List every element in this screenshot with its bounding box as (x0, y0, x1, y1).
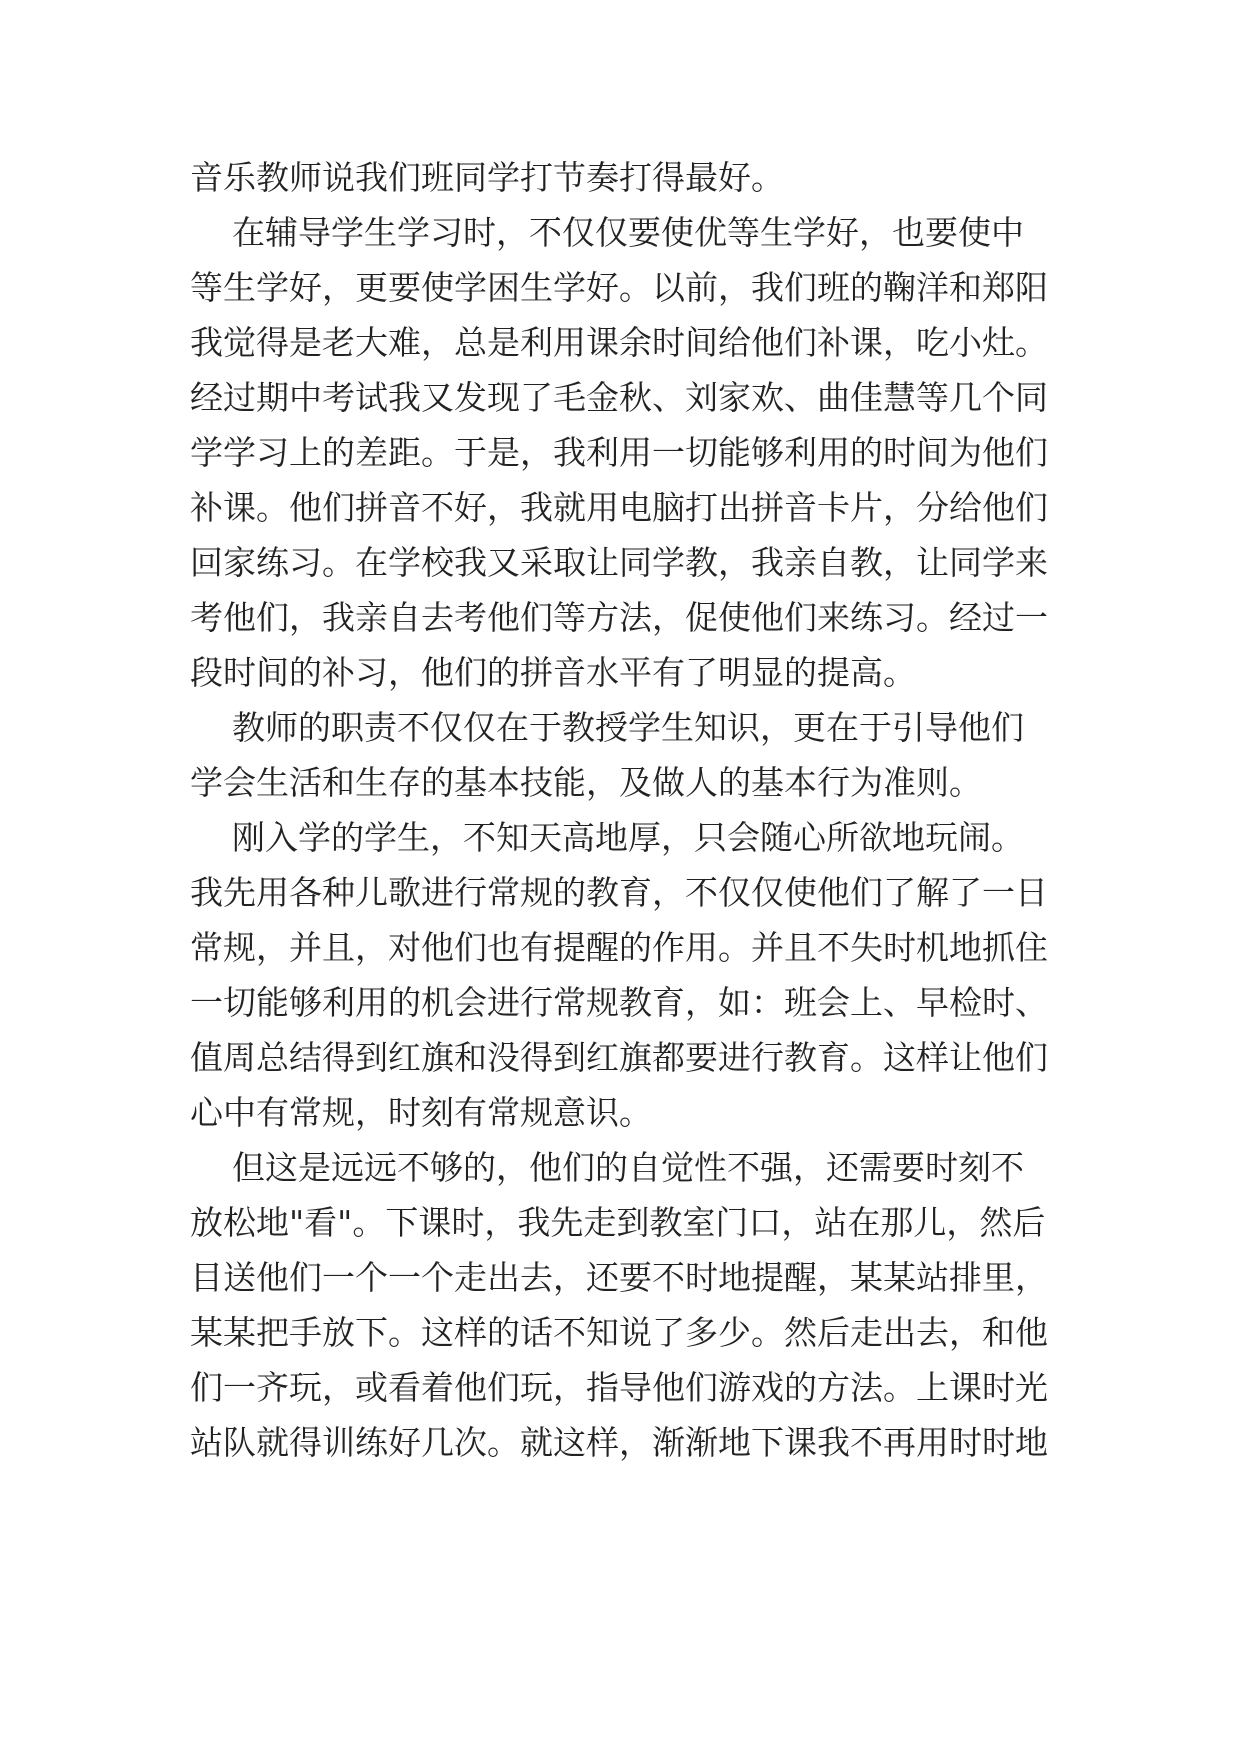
text-line: 目送他们一个一个走出去，还要不时地提醒，某某站排里， (190, 1258, 1048, 1297)
text-line: 常规，并且，对他们也有提醒的作用。并且不失时机地抓住 (190, 928, 1048, 967)
text-line: 段时间的补习，他们的拼音水平有了明显的提高。 (190, 653, 916, 692)
text-line: 我觉得是老大难，总是利用课余时间给他们补课，吃小灶。 (190, 323, 1048, 362)
text-line: 但这是远远不够的，他们的自觉性不强，还需要时刻不 (190, 1148, 1024, 1187)
text-line: 站队就得训练好几次。就这样，渐渐地下课我不再用时时地 (190, 1423, 1048, 1462)
text-line: 放松地"看"。下课时，我先走到教室门口，站在那儿，然后 (190, 1203, 1046, 1242)
text-line: 值周总结得到红旗和没得到红旗都要进行教育。这样让他们 (190, 1038, 1048, 1077)
text-line: 经过期中考试我又发现了毛金秋、刘家欢、曲佳慧等几个同 (190, 378, 1048, 417)
text-line: 音乐教师说我们班同学打节奏打得最好。 (190, 158, 784, 197)
text-line: 考他们，我亲自去考他们等方法，促使他们来练习。经过一 (190, 598, 1048, 637)
text-line: 学学习上的差距。于是，我利用一切能够利用的时间为他们 (190, 433, 1048, 472)
text-line: 我先用各种儿歌进行常规的教育，不仅仅使他们了解了一日 (190, 873, 1048, 912)
text-line: 等生学好，更要使学困生学好。以前，我们班的鞠洋和郑阳 (190, 268, 1048, 307)
text-line: 回家练习。在学校我又采取让同学教，我亲自教，让同学来 (190, 543, 1048, 582)
text-line: 教师的职责不仅仅在于教授学生知识，更在于引导他们 (190, 708, 1024, 747)
text-line: 刚入学的学生，不知天高地厚，只会随心所欲地玩闹。 (190, 818, 1024, 857)
text-line: 学会生活和生存的基本技能，及做人的基本行为准则。 (190, 763, 982, 802)
text-line: 补课。他们拼音不好，我就用电脑打出拼音卡片，分给他们 (190, 488, 1048, 527)
text-line: 一切能够利用的机会进行常规教育，如：班会上、早检时、 (190, 983, 1048, 1022)
document-body (190, 150, 1060, 1470)
text-line: 在辅导学生学习时，不仅仅要使优等生学好，也要使中 (190, 213, 1024, 252)
text-line: 心中有常规，时刻有常规意识。 (190, 1093, 652, 1132)
text-line: 们一齐玩，或看着他们玩，指导他们游戏的方法。上课时光 (190, 1368, 1048, 1407)
text-line: 某某把手放下。这样的话不知说了多少。然后走出去，和他 (190, 1313, 1048, 1352)
